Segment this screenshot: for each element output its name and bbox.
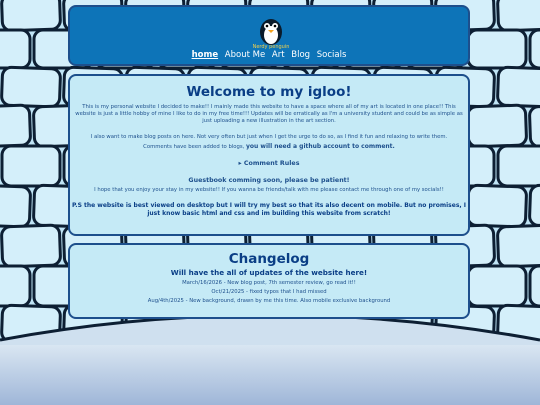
ps-note: P.S the website is best viewed on desktop but I will try my best so that its also decent on mobile. But no promises, I just know basic html and css and im building this website from scratch! [72, 202, 466, 217]
changelog-title: Changelog [228, 251, 310, 267]
changelog-panel [68, 243, 470, 319]
welcome-panel [68, 74, 470, 236]
penguin-logo-icon [251, 10, 291, 50]
site-header [68, 5, 470, 66]
welcome-title: Welcome to my igloo! [186, 84, 352, 100]
guestbook-notice: Guestbook comming soon, please be patient! [188, 177, 350, 184]
welcome-blog-note: I also want to make blog posts on here. Not very often but just when I get the urge to do so, as I find it fun and relaxing to write them. [90, 134, 448, 140]
changelog-item: Oct/21/2025 - fixed typos that I had missed [211, 289, 327, 295]
nav-art-link[interactable]: Art [271, 50, 285, 60]
comment-rules-toggle[interactable] [70, 160, 468, 167]
comments-note-prefix: Comments have been added to blogs, [143, 144, 245, 150]
changelog-subtitle: Will have the all of updates of the website here! [170, 268, 368, 277]
comment-rules-label: Comment Rules [243, 160, 300, 167]
comments-note [74, 143, 464, 151]
stay-note: I hope that you enjoy your stay in my website!! If you wanna be friends/talk with me please contact me through one of my socials!! [94, 187, 444, 193]
nav-blog-link[interactable]: Blog [291, 50, 311, 60]
nav-about-link[interactable]: About Me [224, 50, 266, 60]
changelog-item: Aug/4th/2025 - New background, drawn by me this time. Also mobile exclusive background [147, 298, 391, 304]
triangle-right-icon: ▸ [238, 160, 242, 167]
welcome-intro: This is my personal website I decided to make!! I mainly made this website to have a space where all of my art is located in one place!! This website is just a little hobby of mine I like to do in my free time!!! Updates will be erratically as I'm a university student and could be as simple as just uploading a new illustration in the art section. [75, 104, 463, 124]
comments-note-bold: you will need a github account to comment. [246, 143, 395, 150]
main-nav [70, 50, 468, 60]
nav-home-link[interactable]: home [191, 50, 219, 60]
logo-text: Nerdy penguin [252, 44, 290, 50]
changelog-item: March/16/2026 - New blog post, 7th semester review, go read it!! [182, 280, 356, 286]
nav-socials-link[interactable]: Socials [316, 50, 347, 60]
